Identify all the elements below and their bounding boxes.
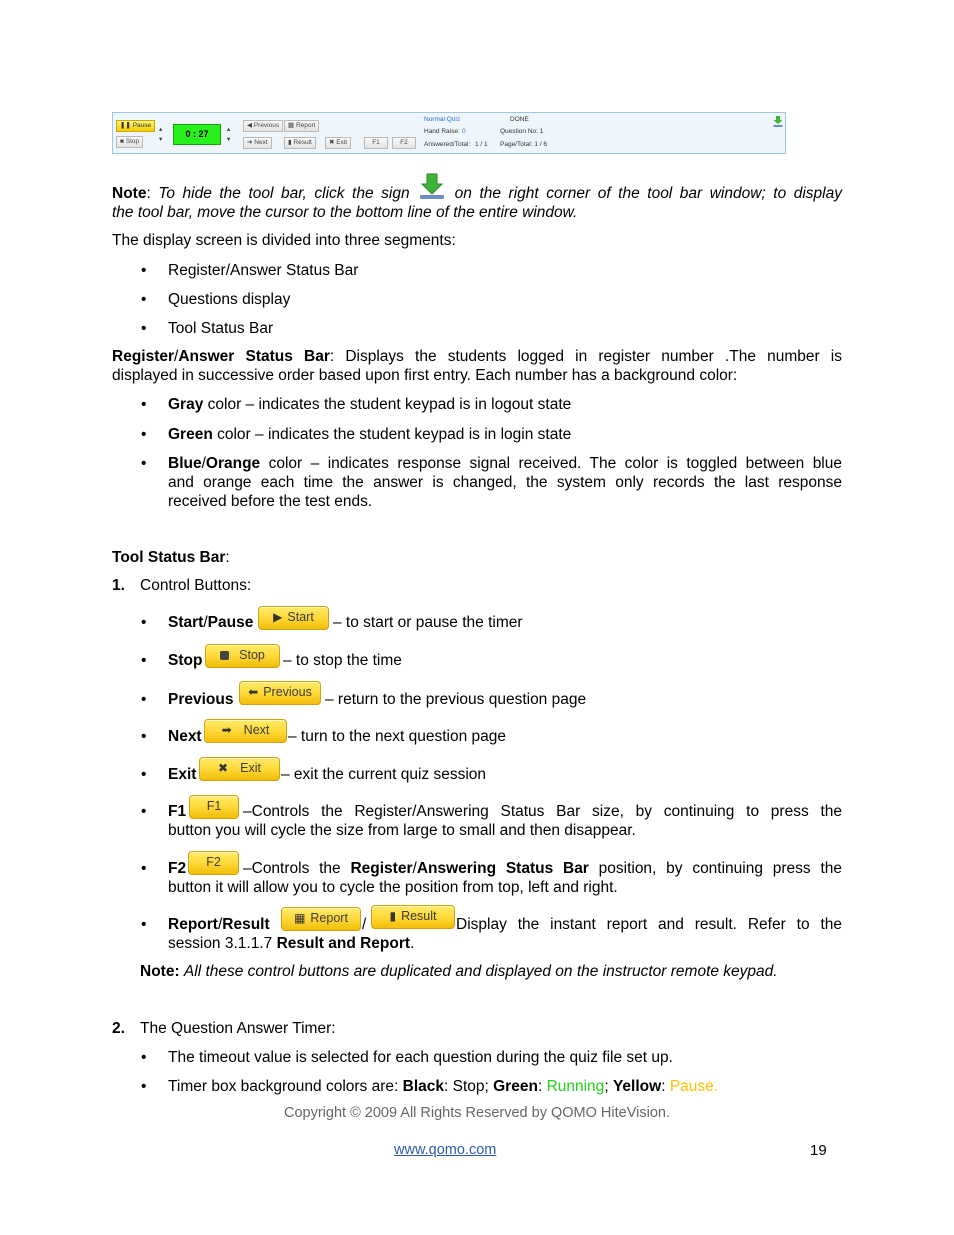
hand-raise-value: 0 — [462, 128, 466, 135]
previous-button-small[interactable]: ◀ Previous — [243, 120, 283, 132]
gray-text: color – indicates the student keypad is in logout state — [203, 396, 572, 413]
answer-status-bar-bold: Answer Status Bar — [178, 348, 330, 365]
next-desc: – turn to the next question page — [288, 728, 507, 745]
start-bold: Start — [168, 614, 204, 631]
f2-text-2: position, by continuing press the — [588, 860, 843, 877]
bar-chart-icon: ▮ — [389, 909, 397, 923]
previous-button-label: Previous — [263, 685, 312, 699]
page-total: Page/Total: 1 / 6 — [500, 141, 547, 148]
copyright-footer: Copyright © 2009 All Rights Reserved by QOMO HiteVision. — [284, 1105, 670, 1121]
timer-point-2 — [168, 1077, 718, 1096]
next-bold: Next — [168, 728, 202, 745]
question-number: Question No: 1 — [500, 128, 544, 135]
report-desc-line-1: Display the instant report and result. Refer to the — [456, 916, 842, 933]
note-2-label: Note: — [140, 963, 180, 980]
previous-label-text — [168, 690, 233, 709]
f1-desc-line-1: –Controls the Register/Answering Status Bar size, by continuing to press the — [243, 803, 842, 820]
register-text-1: : Displays the students logged in register number .The number is — [329, 348, 842, 365]
gray-bold: Gray — [168, 396, 204, 413]
bullet: • — [141, 1078, 147, 1095]
section-1-number — [112, 576, 125, 595]
bullet: • — [141, 426, 147, 443]
toolbar-screenshot — [112, 112, 786, 154]
f1-desc-line-2: button you will cycle the size from large to small and then disappear. — [168, 822, 636, 839]
exit-label-small: Exit — [336, 139, 348, 146]
blue-bold: Blue — [168, 455, 202, 472]
report-button-small[interactable]: ▦ Report — [284, 120, 319, 132]
f2-desc-line-2: button it will allow you to cycle the position from top, left and right. — [168, 879, 618, 896]
register-paragraph — [112, 347, 842, 366]
report-label-small: Report — [295, 122, 316, 129]
page-number: 19 — [810, 1142, 827, 1159]
timer-box: 0 : 27 — [173, 124, 221, 145]
f2-register-bold: Register — [350, 860, 413, 877]
answered-total-value: 1 / 1 — [475, 141, 488, 148]
bullet: • — [141, 1049, 147, 1066]
bullet: • — [141, 320, 147, 337]
bullet: • — [141, 766, 147, 783]
register-bold: Register — [112, 348, 175, 365]
register-slash: / — [174, 348, 179, 365]
next-label-small: Next — [254, 139, 268, 146]
f2-answering-bold: Answering Status Bar — [416, 860, 589, 877]
f1-label-text — [168, 802, 186, 821]
result-bold: Result — [222, 916, 270, 933]
start-desc: – to start or pause the timer — [333, 614, 523, 631]
pause-button[interactable]: ❚❚ Pause — [116, 120, 155, 132]
previous-bold: Previous — [168, 691, 234, 708]
exit-label-text — [168, 765, 196, 784]
start-button-label: Start — [287, 610, 314, 624]
report-bold: Report — [168, 916, 218, 933]
segment-item: Register/Answer Status Bar — [168, 262, 359, 279]
semicolon: ; — [604, 1078, 613, 1095]
bullet: • — [141, 291, 147, 308]
pause-bold: Pause — [207, 614, 254, 631]
down-small-icon[interactable]: ▾ — [159, 136, 163, 143]
report-result-label: Report/Result — [168, 916, 270, 933]
f2-button[interactable]: F2 — [188, 851, 239, 875]
section-2-title: The Question Answer Timer: — [140, 1020, 336, 1037]
result-button-label: Result — [401, 909, 437, 923]
gray-color-item — [168, 395, 571, 414]
previous-desc: – return to the previous question page — [325, 691, 587, 708]
blue-orange-text-1: color – indicates response signal received. The color is toggled between blue — [260, 455, 842, 472]
colon-1: : — [537, 1078, 547, 1095]
download-sign-icon — [418, 172, 446, 200]
section-2-num: 2. — [112, 1020, 125, 1037]
report-button[interactable] — [281, 907, 361, 931]
website-link[interactable]: www.qomo.com — [394, 1142, 497, 1158]
exit-button-small[interactable]: ✖ Exit — [325, 137, 351, 149]
bullet: • — [141, 916, 147, 933]
up-small-icon[interactable]: ▴ — [159, 126, 163, 133]
section-1-num: 1. — [112, 577, 125, 594]
next-button-label: Next — [243, 723, 270, 737]
stop-label-text — [168, 651, 202, 670]
black-bold: Black — [402, 1078, 444, 1095]
blue-orange-slash: / — [201, 455, 206, 472]
section-2-number — [112, 1019, 125, 1038]
f2-slash: / — [412, 860, 417, 877]
exit-desc: – exit the current quiz session — [281, 766, 487, 783]
note-text-a: To hide the tool bar, click the sign — [158, 185, 410, 202]
note-text-c-italic: the tool bar, move the cursor to the bottom line of the entire window. — [112, 204, 578, 221]
blue-orange-line-2: and orange each time the answer is changed, the system only records the last response — [168, 474, 842, 491]
running-text: Running — [546, 1078, 605, 1095]
segment-item: Questions display — [168, 291, 291, 308]
answered-total-label: Answered/Total: — [424, 141, 471, 148]
start-button[interactable] — [258, 606, 329, 630]
note-colon: : — [146, 185, 151, 202]
previous-label-small: Previous — [253, 122, 280, 129]
f2-label-text — [168, 859, 186, 878]
orange-bold: Orange — [205, 455, 261, 472]
result-and-report-bold: Result and Report — [276, 935, 411, 952]
bullet: • — [141, 455, 147, 472]
stop-button-label: Stop — [239, 648, 265, 662]
up-small-icon-2[interactable]: ▴ — [227, 126, 231, 133]
down-small-icon-2[interactable]: ▾ — [227, 136, 231, 143]
f2-text-1: –Controls the — [243, 860, 351, 877]
bullet: • — [141, 652, 147, 669]
stop-bold: Stop — [168, 652, 203, 669]
next-button-small[interactable]: ➜ Next — [243, 137, 272, 149]
timer-colors-intro: Timer box background colors are: — [168, 1078, 403, 1095]
pause-text: Pause. — [669, 1078, 719, 1095]
stop-desc: – to stop the time — [283, 652, 402, 669]
pause-label: Pause — [132, 122, 152, 129]
start-pause-label: Start/Pause — [168, 614, 254, 631]
quiz-status: DONE — [510, 116, 529, 123]
green-bold: Green — [168, 426, 213, 443]
table-icon: ▦ — [294, 911, 306, 925]
note-2-text: All these control buttons are duplicated and displayed on the instructor remote keypad. — [183, 963, 778, 980]
blue-orange-line-1 — [168, 454, 842, 473]
blue-orange-line-3: received before the test ends. — [168, 493, 373, 510]
stop-button[interactable] — [205, 644, 280, 668]
stop-label: Stop — [125, 138, 140, 145]
f2-desc-line-1 — [243, 859, 842, 878]
report-session-text: session 3.1.1.7 — [168, 935, 277, 952]
tool-status-heading — [112, 548, 230, 567]
stop-square-icon — [220, 651, 229, 660]
section-1-title: Control Buttons: — [140, 577, 252, 594]
hide-toolbar-icon[interactable] — [773, 116, 783, 127]
result-label-small: Result — [293, 139, 312, 146]
register-text-2: displayed in successive order based upon first entry. Each number has a background color: — [112, 367, 738, 384]
segment-item: Tool Status Bar — [168, 320, 274, 337]
f1-button-small[interactable]: F1 — [364, 137, 388, 149]
bullet: • — [141, 396, 147, 413]
exit-bold: Exit — [168, 766, 197, 783]
note-2 — [140, 962, 778, 981]
bullet: • — [141, 262, 147, 279]
bullet: • — [141, 728, 147, 745]
result-button-small[interactable]: ▮ Result — [284, 137, 316, 149]
note-text-c — [112, 203, 577, 222]
tool-status-heading-bold: Tool Status Bar — [112, 549, 226, 566]
report-desc-line-2 — [168, 934, 414, 953]
bullet: • — [141, 803, 147, 820]
green-bold-timer: Green — [493, 1078, 538, 1095]
close-x-icon: ✖ — [218, 761, 229, 775]
f1-bold: F1 — [168, 803, 187, 820]
report-period: . — [410, 935, 415, 952]
bullet: • — [141, 860, 147, 877]
colon-2: : — [661, 1078, 670, 1095]
next-button[interactable] — [204, 719, 287, 743]
hand-raise-label: Hand Raise: — [424, 128, 460, 135]
exit-button[interactable] — [199, 757, 280, 781]
f1-button[interactable]: F1 — [189, 795, 239, 819]
intro-text: The display screen is divided into three segments: — [112, 232, 456, 249]
stop-button[interactable]: ■ Stop — [116, 136, 143, 148]
exit-button-label: Exit — [240, 761, 261, 775]
bullet: • — [141, 614, 147, 631]
f2-bold: F2 — [168, 860, 187, 877]
tool-status-colon: : — [225, 549, 230, 566]
quiz-mode: Normal Quiz — [424, 116, 461, 123]
arrow-right-icon: ➡ — [221, 723, 232, 737]
green-color-item — [168, 425, 571, 444]
stop-state-text: : Stop; — [444, 1078, 494, 1095]
note-paragraph — [112, 184, 842, 203]
arrow-left-icon: ⬅ — [248, 685, 259, 699]
note-label: Note — [112, 185, 147, 202]
green-text: color – indicates the student keypad is in login state — [212, 426, 572, 443]
timer-point-1: The timeout value is selected for each question during the quiz file set up. — [168, 1049, 673, 1066]
next-label-text — [168, 727, 202, 746]
play-icon: ▶ — [273, 610, 283, 624]
result-button[interactable] — [371, 905, 455, 929]
note-text-b: on the right corner of the tool bar window; to display — [454, 185, 842, 202]
bullet: • — [141, 691, 147, 708]
previous-button[interactable] — [239, 681, 321, 705]
report-result-separator: / — [362, 916, 367, 933]
yellow-bold: Yellow — [612, 1078, 662, 1095]
report-button-label: Report — [310, 911, 348, 925]
f2-button-small[interactable]: F2 — [392, 137, 416, 149]
